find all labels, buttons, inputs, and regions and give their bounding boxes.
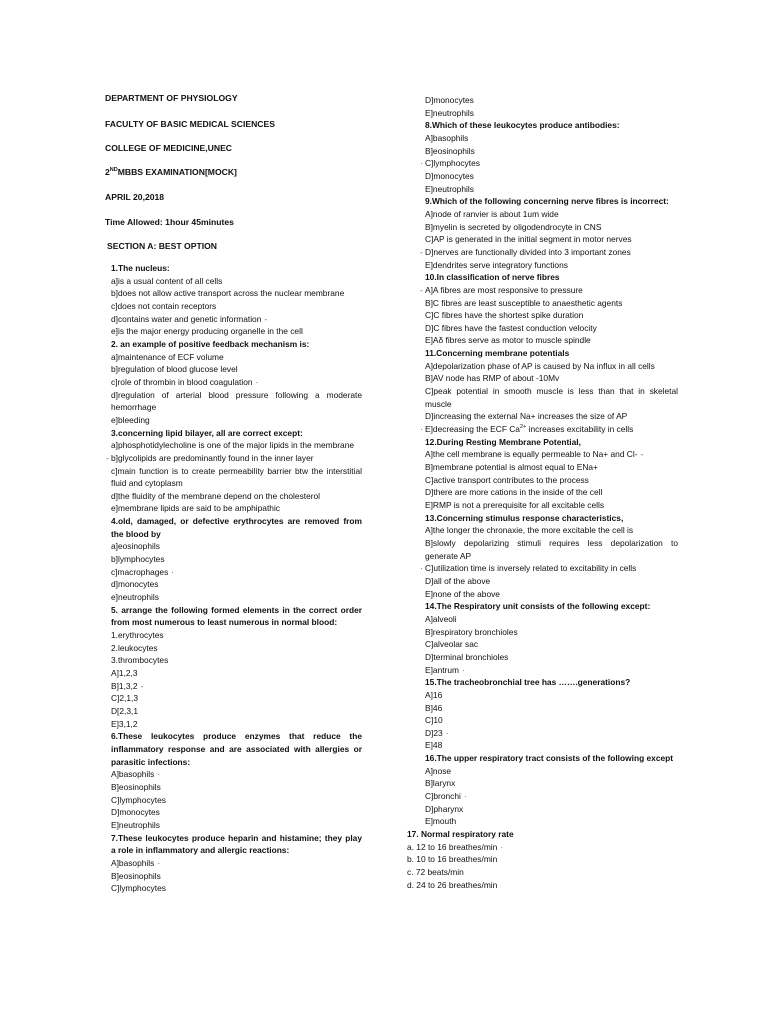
option: D]there are more cations in the inside of the cell xyxy=(425,487,603,498)
exam-ordinal: ND xyxy=(109,167,118,174)
option: a]maintenance of ECF volume xyxy=(111,351,224,362)
option: D]monocytes xyxy=(425,95,474,105)
option: 2.leukocytes xyxy=(111,642,158,653)
option-text: A]the cell membrane is equally permeable to Na+ and Cl- xyxy=(425,449,638,460)
document-header xyxy=(105,93,405,252)
option-text: B]1,3,2 xyxy=(111,680,138,691)
option xyxy=(420,246,678,259)
option: B]slowly depolarizing stimuli requires less depolarization to generate AP xyxy=(425,537,678,561)
option: C]peak potential in smooth muscle is less than that in skeletal muscle xyxy=(425,386,678,409)
option xyxy=(407,841,678,854)
question-stem: 12.During Resting Membrane Potential, xyxy=(425,436,581,447)
option: D]monocytes xyxy=(425,170,474,181)
option xyxy=(107,452,362,465)
option: b]regulation of blood glucose level xyxy=(111,364,238,375)
question-stem: 13.Concerning stimulus response characteristics, xyxy=(425,512,624,523)
left-column xyxy=(107,262,362,895)
option-text: C]lymphocytes xyxy=(425,158,480,169)
time-allowed: Time Allowed: 1hour 45minutes xyxy=(105,217,234,227)
option xyxy=(107,313,362,326)
option-text: b]glycolipids are predominantly found in the inner layer xyxy=(111,452,314,463)
option: A]node of ranvier is about 1um wide xyxy=(425,208,559,219)
question-stem: 14.The Respiratory unit consists of the following except: xyxy=(425,601,651,612)
option: A]the longer the chronaxie, the more excitable the cell is xyxy=(425,525,634,536)
option: a]is a usual content of all cells xyxy=(111,275,223,286)
option: C]lymphocytes xyxy=(111,794,166,805)
option: D]monocytes xyxy=(111,807,160,818)
right-column xyxy=(407,94,678,891)
option xyxy=(420,562,678,575)
option: C]lymphocytes xyxy=(111,883,166,894)
college-title: COLLEGE OF MEDICINE,UNEC xyxy=(105,142,233,153)
option: b]does not allow active transport across the nuclear membrane xyxy=(111,288,345,299)
option-text: d]contains water and genetic information xyxy=(111,313,262,324)
answer-mark: - xyxy=(106,452,109,463)
option-text: C]utilization time is inversely related to excitability in cells xyxy=(425,563,637,574)
answer-mark: · xyxy=(255,376,259,387)
option: E]none of the above xyxy=(425,588,500,599)
option: d. 24 to 26 breathes/min xyxy=(407,879,498,890)
option: B]eosinophils xyxy=(111,781,161,792)
option: B]myelin is secreted by oligodendrocyte in CNS xyxy=(425,221,602,232)
option: E]48 xyxy=(425,740,443,751)
option-text: E]antrum xyxy=(425,664,459,675)
option: 3.thrombocytes xyxy=(111,655,169,666)
option: B]respiratory bronchioles xyxy=(425,626,518,637)
option-text: E]decreasing the ECF Ca xyxy=(425,424,520,435)
option: B]membrane potential is almost equal to ENa+ xyxy=(425,462,598,473)
option: C]AP is generated in the initial segment in motor nerves xyxy=(425,234,632,245)
option: E]mouth xyxy=(425,816,457,827)
answer-mark: - xyxy=(264,313,268,324)
option: D[2,3,1 xyxy=(111,705,139,716)
option: E]neutrophils xyxy=(425,183,474,194)
question-stem: 4.old, damaged, or defective erythrocytes are removed from the blood by xyxy=(111,516,362,539)
option-text: c]role of thrombin in blood coagulation xyxy=(111,376,253,387)
exam-number: 2 xyxy=(105,167,110,177)
option: D]terminal bronchioles xyxy=(425,651,509,662)
option xyxy=(425,664,678,677)
question-stem: 10.In classification of nerve fibres xyxy=(425,272,560,283)
question-stem: 1.The nucleus: xyxy=(111,263,170,273)
option-text: C]bronchi xyxy=(425,791,461,802)
option: · E]decreasing the ECF $Ca^{2+}$ increases excitability in cells xyxy=(420,424,634,435)
answer-mark: · xyxy=(420,158,423,169)
option xyxy=(107,566,362,579)
option: E]neutrophils xyxy=(425,107,474,118)
option xyxy=(107,300,362,313)
option: E]dendrites serve integratory functions xyxy=(425,259,568,270)
option: C]10 xyxy=(425,715,443,726)
option: E]Aδ fibres serve as motor to muscle spindle xyxy=(425,335,591,346)
option: B]eosinophils xyxy=(111,870,161,881)
question-stem: 6.These leukocytes produce enzymes that reduce the inflammatory response and are associated with allergies or parasitic infections: xyxy=(111,731,362,767)
option: c. 72 beats/min xyxy=(407,867,464,878)
option: e]is the major energy producing organelle in the cell xyxy=(111,326,303,337)
exam-date: APRIL 20,2018 xyxy=(105,192,165,202)
option: C]2,1,3 xyxy=(111,693,139,704)
answer-mark: · xyxy=(171,566,175,577)
option: A]16 xyxy=(425,689,443,700)
exam-title xyxy=(105,167,405,178)
answer-mark: · xyxy=(445,727,449,738)
option-text: D]nerves are functionally divided into 3 important zones xyxy=(425,246,631,257)
option xyxy=(420,284,678,297)
question-stem: 15.The tracheobronchial tree has …….generations? xyxy=(425,677,631,688)
answer-mark: - xyxy=(420,246,423,257)
question-stem: 9.Which of the following concerning nerve fibres is incorrect: xyxy=(425,196,669,207)
option: d]monocytes xyxy=(111,579,159,590)
option: e]membrane lipids are said to be amphipathic xyxy=(111,503,280,514)
option-text: A]basophils xyxy=(111,769,155,780)
question-stem: 16.The upper respiratory tract consists of the following except xyxy=(425,753,674,764)
option-text: c]macrophages xyxy=(111,566,169,577)
question-stem: 11.Concerning membrane potentials xyxy=(425,348,570,359)
answer-mark: · xyxy=(157,769,161,780)
question-stem: 2. an example of positive feedback mechanism is: xyxy=(111,338,310,349)
question-stem: 17. Normal respiratory rate xyxy=(407,829,514,840)
option: e]neutrophils xyxy=(111,592,159,603)
option: C]alveolar sac xyxy=(425,639,479,650)
option: B]larynx xyxy=(425,778,456,789)
option: a]phosphotidylecholine is one of the major lipids in the membrane xyxy=(111,440,355,451)
section-title: SECTION A: BEST OPTION xyxy=(107,241,217,251)
option: B]46 xyxy=(425,702,443,713)
option-text: increases excitability in cells xyxy=(528,424,634,435)
option: d]the fluidity of the membrane depend on the cholesterol xyxy=(111,490,321,501)
answer-mark: · xyxy=(420,563,423,574)
question-stem: 8.Which of these leukocytes produce antibodies: xyxy=(425,120,620,131)
option: A]depolarization phase of AP is caused by Na influx in all cells xyxy=(425,360,655,371)
option xyxy=(107,857,362,870)
option: C]C fibres have the shortest spike duration xyxy=(425,310,584,321)
question-stem: 5. arrange the following formed elements in the correct order from most numerous to least numerous in normal blood: xyxy=(111,604,362,628)
option: A]nose xyxy=(425,765,452,776)
answer-mark: · xyxy=(420,424,423,435)
option xyxy=(425,448,678,461)
department-title: DEPARTMENT OF PHYSIOLOGY xyxy=(105,93,238,103)
option: c]main function is to create permeability barrier btw the interstitial fluid and cytoplasm xyxy=(111,465,362,489)
answer-mark: - xyxy=(140,680,144,691)
option: B]AV node has RMP of about -10Mv xyxy=(425,373,560,384)
question-stem: 3.concerning lipid bilayer, all are correct except: xyxy=(111,427,303,438)
option-text: A]A fibres are most responsive to pressure xyxy=(425,284,583,295)
option-text: a. 12 to 16 breathes/min xyxy=(407,841,498,852)
option: A]basophils xyxy=(425,132,469,143)
option: B]C fibres are least susceptible to anaesthetic agents xyxy=(425,297,623,308)
option xyxy=(107,680,362,693)
option: a]eosinophils xyxy=(111,541,160,552)
option-text: A]basophils xyxy=(111,857,155,868)
question-stem: 7.These leukocytes produce heparin and histamine; they play a role in inflammatory and allergic reactions: xyxy=(111,832,362,856)
option: B]eosinophils xyxy=(425,145,475,156)
exam-name: MBBS EXAMINATION[MOCK] xyxy=(117,167,237,177)
option xyxy=(107,376,362,389)
option xyxy=(425,727,678,740)
question-17 xyxy=(407,828,678,891)
option: 1.erythrocytes xyxy=(111,630,164,641)
option: A]1,2,3 xyxy=(111,668,138,678)
option: b. 10 to 16 breathes/min xyxy=(407,854,498,865)
answer-mark: · xyxy=(463,791,467,802)
option: D]all of the above xyxy=(425,575,491,586)
answer-mark: - xyxy=(640,449,644,460)
option: D]C fibres have the fastest conduction velocity xyxy=(425,322,597,333)
answer-mark: · xyxy=(500,841,504,852)
answer-mark: · xyxy=(157,857,161,868)
option: e]bleeding xyxy=(111,414,150,425)
option xyxy=(425,790,678,803)
answer-mark: · xyxy=(461,664,465,675)
option xyxy=(420,157,678,170)
faculty-title: FACULTY OF BASIC MEDICAL SCIENCES xyxy=(105,118,275,129)
option: D]increasing the external Na+ increases the size of AP xyxy=(425,411,628,422)
option-text: c]does not contain receptors xyxy=(111,300,217,311)
option: C]active transport contributes to the process xyxy=(425,474,589,485)
option: E]3,1,2 xyxy=(111,718,138,729)
answer-mark: - xyxy=(420,284,423,295)
option: d]regulation of arterial blood pressure following a moderate hemorrhage xyxy=(111,389,362,413)
option: b]lymphocytes xyxy=(111,554,165,565)
option: E]RMP is not a prerequisite for all excitable cells xyxy=(425,500,605,510)
option: E]neutrophils xyxy=(111,819,160,830)
option xyxy=(107,768,362,781)
option: D]pharynx xyxy=(425,803,464,814)
option: A]alveoli xyxy=(425,613,457,624)
option-text: D]23 xyxy=(425,727,443,738)
